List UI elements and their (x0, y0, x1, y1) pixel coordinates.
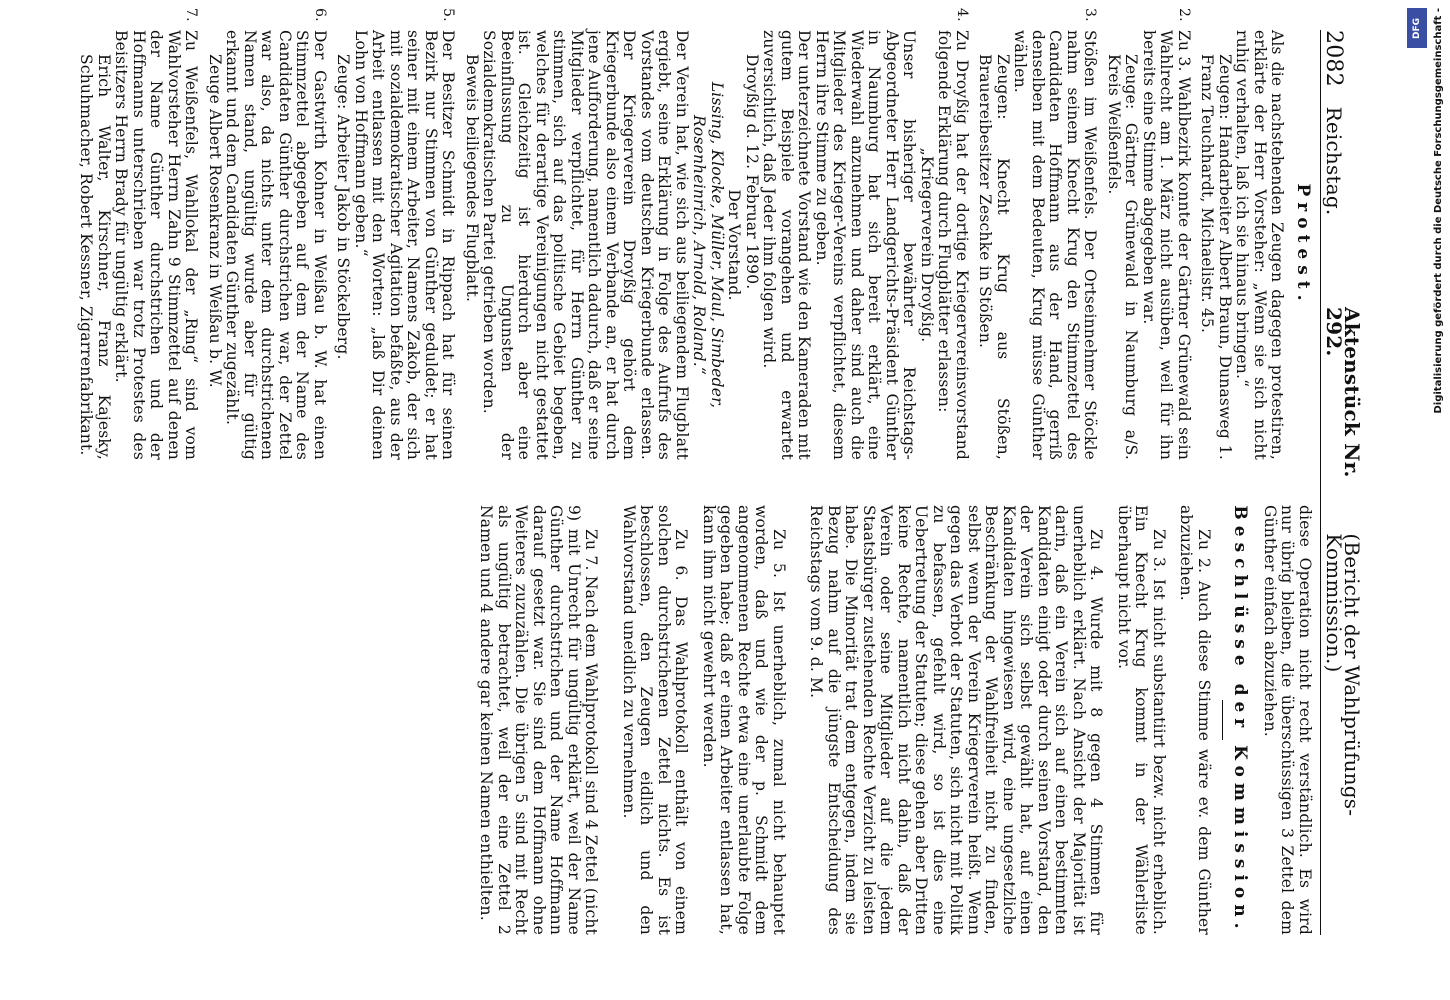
item-number: 6. (312, 8, 328, 22)
header-bericht: (Bericht der Wahlprüfungs-Kommission.) (1322, 533, 1364, 817)
header-reichstag: Reichstag. (1322, 106, 1347, 216)
item-5 (334, 8, 458, 460)
document-page (45, 0, 1395, 965)
beschluesse-title: Beschlüsse der Kommission. (1230, 505, 1251, 935)
item-text: Zu Weißenfels, Wahllokal der „Ring“ sind vom Wahlvorsteher Herrn Zahn 9 Stimmzettel auf denen der Name Günther durchstrichen und der Hoffmanns unterschrieben war trotz Protestes des Beisitzers Herrn Brady für ungültig erklärt. (112, 30, 201, 460)
right-column (133, 505, 1313, 935)
page-header (1320, 30, 1365, 935)
verein-paragraph: Der Verein hat, wie sich aus beiliegendem Flugblatt ergiebt, seine Erklärung in Folge des Aufrufs des Vorstandes vom deutschen Kriegerbunde erlassen. Der Kriegerverein Droyßig gehört dem Kriegerbunde also einem Verbande an, er hat durch jene Aufforderung, namentlich dadurch, daß er seine Mitglieder verpflichtet, für Herrn Günther zu stimmen, sich auf das politische Gebiet begeben, welches für derartige Vereinigungen nicht gestattet ist. Gleichzeitig ist hierdurch aber eine Beeinflussung zu Ungunsten der Sozialdemokratischen Partei getrieben worden. (480, 30, 691, 460)
item-zeuge: Zeuge: Arbeiter Jakob in Stöckelberg. (334, 54, 353, 360)
zu-6: Zu 6. Das Wahlprotokoll enthält von einem solchen durchstrichenen Zettel nichts. Es ist beschlossen, den Zeugen eidlich und den Wahlvorstand uneidlich zu vernehmen. (620, 505, 691, 935)
item-text: Der Gastwirth Kohner in Weißau b. W. hat einen Stimmzettel abgegeben auf dem der Name des Candidaten Günther durchstrichen war, der Zettel war also, da nichts unter dem durchstrichenen Namen stand, ungültig wurde aber für gültig erkannt und dem Candidaten Günther zugezählt. (223, 30, 329, 460)
item-zeuge: Zeuge: Gärtner Grünewald in Naumburg a/S. Kreis Weißenfels. (1105, 54, 1141, 460)
quote-date: Droyßig d. 12. Februar 1890. (743, 54, 761, 290)
item-2 (1105, 8, 1193, 460)
header-aktenstueck: Aktenstück Nr. 292. (1322, 306, 1364, 478)
item-6 (206, 8, 329, 460)
item-number: 3. (1082, 8, 1099, 22)
zu-3: Zu 3. Ist nicht substantiirt bezw. nicht erheblich. Ein Knecht Krug kommt in der Wählerliste überhaupt nicht vor. (1115, 505, 1168, 935)
item-zeugen: Erich Walter, Kirschner, Franz Kajesky, Schuhmacher, Robert Kessner, Zigarrenfabrikant. (77, 54, 113, 460)
item-zeuge: Zeugen: Knecht Krug aus Stößen, Brauereibesitzer Zeschke in Stößen. (976, 54, 1012, 460)
zu-2: Zu 2. Auch diese Stimme wäre ev. dem Günther abzuziehen. (1177, 505, 1213, 935)
item-text: Stößen im Weißenfels. Der Ortseinnehmer Stöckle nahm seinem Knecht Krug den Stimmzettel des Candidaten Hoffmann aus der Hand, gerriß denselben mit dem Bedeuten, Krug müsse Günther wählen. (1011, 30, 1100, 460)
item-4 (463, 8, 971, 460)
item-text: Zu Droyßig hat der dortige Kriegervereinsvorstand folgende Erklärung durch Flugblätter erlassen: (935, 30, 971, 460)
item-7 (77, 8, 201, 460)
digitization-text: Digitalisierung gefördert durch die Deutsche Forschungsgemeinschaft - (1433, 8, 1444, 414)
quote-body-2: Der unterzeichnete Vorstand wie den Kameraden mit gutem Beispiele vorangehen und erwartet zuversichtlich, daß Jeder ihm folgen wird. (760, 30, 814, 460)
zu-4: Zu 4. Wurde mit 8 gegen 4 Stimmen für unerheblich erklärt. Nach Ansicht der Majorität ist darin, daß ein Verein sich auf einen bestimmten Kandidaten einigt oder durch seinen Vorstand, den der Verein sich selbst gewählt hat, auf einen Kandidaten hingewiesen wird, eine ungesetzliche Beschränkung der Wahlfreiheit nicht zu finden, selbst wenn der Verein Kriegerverein heißt. Wenn gegen das Verbot der Statuten, sich nicht mit Politik zu befassen, gefehlt wird, so ist dies eine Uebertretung der Statuten; diese gehen aber Dritten keine Rechte, namentlich nicht dahin, daß der Verein oder seine Mitglieder auf die jedem Staatsbürger zustehenden Rechte Verzicht zu leisten habe. Die Minorität trat dem entgegen, indem sie Bezug nahm auf die jüngste Entscheidung des Reichstags vom 9. d. M. (807, 505, 1106, 935)
zu-7: Zu 7. Nach dem Wahlprotokoll sind 4 Zettel (nicht 9) mit Unrecht für ungültig erklärt, weil der Name Günther durchstrichen und der Name Hoffmann darauf gesetzt war. Sie sind dem Hoffmann ohne Weiteres zuzuzählen. Die übrigen 5 sind mit Recht als ungültig betrachtet, weil der eine Zettel 2 Namen und 4 andere gar keinen Namen enthielten. (477, 505, 601, 935)
quote-signatories: Lissing, Klocke, Müller, Maul, Simbeder, Rosenheinrich, Arnold, Roland.“ (690, 81, 726, 409)
item-number: 2. (1176, 8, 1192, 22)
beweis: Beweis beiliegendes Flugblatt. (463, 54, 481, 303)
item-3 (976, 8, 1100, 460)
page-number: 2082 (1321, 30, 1347, 87)
dfg-logo: DFG (1407, 8, 1427, 48)
title-rule (1222, 700, 1223, 740)
item-number: 7. (183, 8, 200, 22)
left-column (77, 8, 1313, 460)
zu-5: Zu 5. Ist unerheblich, zumal nicht behauptet worden, daß und wie der p. Schmidt dem angenommenen Rechte etwa eine unerlaubte Folge gegeben habe; daß er einen Arbeiter entlassen hat, kann ihm nicht gewehrt werden. (700, 505, 788, 935)
protest-title: Protest. (1293, 183, 1313, 307)
zeugen-1: Zeugen: Handarbeiter Albert Braun, Dunasweg 1. Franz Teuchhardt, Michaelistr. 45. (1198, 54, 1234, 460)
digitization-footer (1406, 8, 1444, 992)
item-text: Zu 3. Wahlbezirk konnte der Gärtner Grünewald sein Wahlrecht am 1. März nicht ausüben, weil für ihn bereits eine Stimme abgegeben war. (1140, 30, 1193, 460)
item-number: 5. (440, 8, 457, 22)
intro-paragraph: Als die nachstehenden Zeugen dagegen protestiren, erklärte der Herr Vorsteher: „Wenn sie sich nicht ruhig verhalten, laß ich sie hinaus bringen.“ (1233, 30, 1287, 460)
continuation: diese Operation nicht recht verständlich. Es wird nur übrig bleiben, die überschüssigen 3 Zettel dem Günther einfach abzuziehen. (1261, 505, 1314, 935)
item-zeuge: Zeuge Albert Rosenkranz in Weißau b. W. (206, 54, 224, 388)
quote-sig-head: Der Vorstand. (725, 189, 744, 301)
quote-body: Unser bisheriger bewährter Reichstags-Abgeordneter Herr Landgerichts-Präsident Günther in Naumburg hat sich bereit erklärt, eine Wiederwahl anzunehmen und daher sind auch die Mitglieder des Krieger-Vereins verpflichtet, diesem Herrn ihre Stimme zu geben. (813, 30, 919, 460)
item-number: 4. (954, 8, 970, 22)
quote-head: „Kriegerverein Droyßig. (918, 147, 936, 343)
item-text: Der Besitzer Schmidt in Rippach hat für seinen Bezirk nur Stimmen von Günther geduldet; er hat seiner mit einem Arbeiter, Namens Zakob, der sich mit sozialdemokratischer Agitation befaßte, aus der Arbeit entlassen mit den Worten: „laß Dir deinen Lohn von Hoffmann geben.“ (352, 30, 458, 460)
